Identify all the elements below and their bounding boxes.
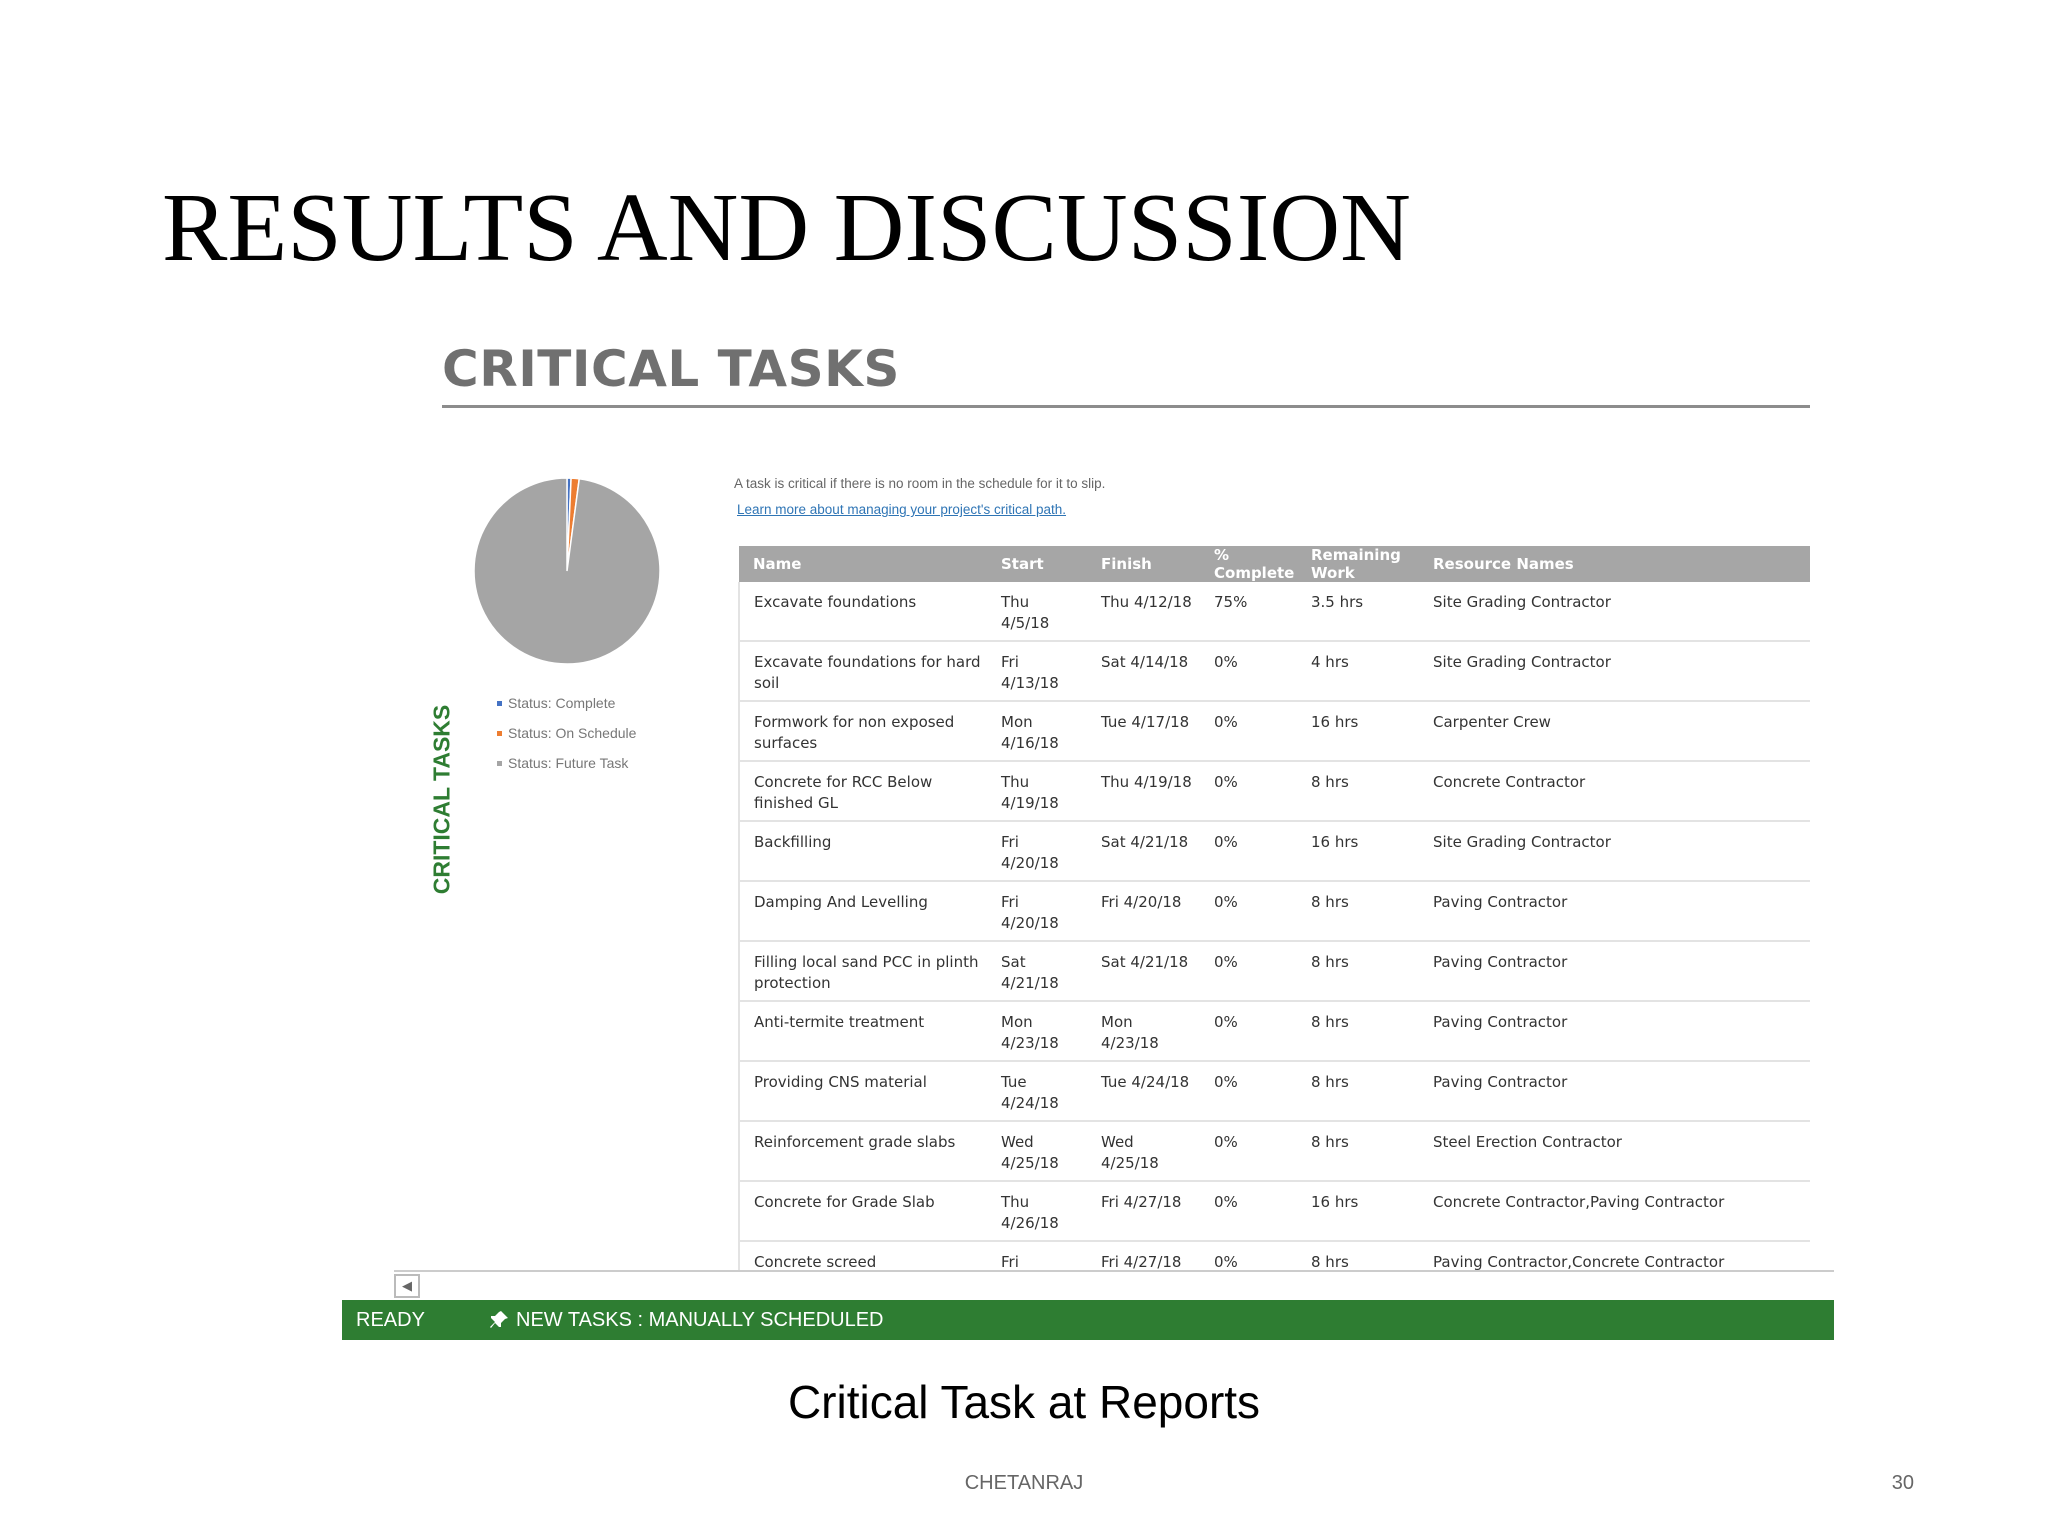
table-row[interactable] [739,1061,1810,1121]
cell-percent-complete: 0% [1200,1241,1297,1270]
cell-resource-names: Concrete Contractor,Paving Contractor [1419,1181,1810,1241]
column-header-start[interactable]: Start [987,546,1087,582]
cell-resource-names: Paving Contractor [1419,1001,1810,1061]
cell-percent-complete: 0% [1200,941,1297,1001]
cell-finish-date: Sat 4/21/18 [1087,941,1200,1001]
cell-start-date: Mon 4/16/18 [987,701,1087,761]
pie-legend [497,688,636,778]
status-ready: READY [356,1308,425,1331]
cell-remaining-work: 16 hrs [1297,1181,1419,1241]
column-header-finish[interactable]: Finish [1087,546,1200,582]
table-row[interactable] [739,1001,1810,1061]
cell-start-date: Thu 4/26/18 [987,1181,1087,1241]
cell-finish-date: Wed 4/25/18 [1087,1121,1200,1181]
status-bar [342,1300,1834,1340]
cell-task-name: Damping And Levelling [739,881,987,941]
table-row[interactable] [739,1121,1810,1181]
table-row[interactable] [739,1181,1810,1241]
cell-finish-date: Sat 4/14/18 [1087,641,1200,701]
new-tasks-mode[interactable] [488,1309,884,1332]
legend-item [497,688,636,718]
cell-percent-complete: 0% [1200,881,1297,941]
cell-start-date: Tue 4/24/18 [987,1061,1087,1121]
cell-finish-date: Fri 4/20/18 [1087,881,1200,941]
legend-swatch [497,701,502,706]
footer-author: CHETANRAJ [964,1472,1084,1494]
cell-finish-date: Fri 4/27/18 [1087,1241,1200,1270]
cell-percent-complete: 0% [1200,641,1297,701]
cell-percent-complete: 0% [1200,701,1297,761]
legend-swatch [497,731,502,736]
new-tasks-label: NEW TASKS : MANUALLY SCHEDULED [516,1308,884,1331]
table-row[interactable] [739,821,1810,881]
learn-more-link[interactable]: Learn more about managing your project's critical path. [737,502,1067,517]
cell-task-name: Filling local sand PCC in plinth protection [739,941,987,1001]
cell-task-name: Excavate foundations for hard soil [739,641,987,701]
cell-start-date: Fri 4/20/18 [987,821,1087,881]
cell-finish-date: Thu 4/19/18 [1087,761,1200,821]
cell-task-name: Anti-termite treatment [739,1001,987,1061]
cell-percent-complete: 0% [1200,1001,1297,1061]
cell-start-date: Fri [987,1241,1087,1270]
horizontal-scrollbar[interactable] [394,1270,1834,1300]
table-row[interactable] [739,941,1810,1001]
cell-percent-complete: 0% [1200,1181,1297,1241]
table-row[interactable] [739,1241,1810,1270]
figure-caption: Critical Task at Reports [787,1376,1261,1428]
cell-remaining-work: 16 hrs [1297,821,1419,881]
critical-tasks-table [738,546,1810,1270]
cell-task-name: Concrete for Grade Slab [739,1181,987,1241]
page-number: 30 [1891,1472,1914,1494]
cell-start-date: Thu 4/5/18 [987,582,1087,641]
cell-percent-complete: 0% [1200,821,1297,881]
report-screenshot [342,320,1834,1340]
cell-remaining-work: 16 hrs [1297,701,1419,761]
pie-slice-2 [474,478,660,664]
cell-resource-names: Site Grading Contractor [1419,582,1810,641]
legend-label: Status: Complete [508,695,616,711]
side-label: CRITICAL TASKS [428,704,455,895]
cell-task-name: Backfilling [739,821,987,881]
legend-item [497,748,636,778]
table-row[interactable] [739,582,1810,641]
cell-start-date: Wed 4/25/18 [987,1121,1087,1181]
cell-percent-complete: 0% [1200,1061,1297,1121]
cell-task-name: Concrete for RCC Below finished GL [739,761,987,821]
table-row[interactable] [739,701,1810,761]
legend-swatch [497,761,502,766]
report-title: CRITICAL TASKS [442,340,900,398]
cell-remaining-work: 8 hrs [1297,1061,1419,1121]
cell-percent-complete: 75% [1200,582,1297,641]
cell-task-name: Concrete screed [739,1241,987,1270]
cell-finish-date: Thu 4/12/18 [1087,582,1200,641]
cell-resource-names: Site Grading Contractor [1419,641,1810,701]
cell-start-date: Mon 4/23/18 [987,1001,1087,1061]
cell-start-date: Sat 4/21/18 [987,941,1087,1001]
cell-remaining-work: 4 hrs [1297,641,1419,701]
cell-task-name: Excavate foundations [739,582,987,641]
legend-label: Status: Future Task [508,755,629,771]
cell-remaining-work: 8 hrs [1297,881,1419,941]
column-header-resource-names[interactable]: Resource Names [1419,546,1810,582]
column-header-percent-complete[interactable]: % Complete [1200,546,1297,582]
cell-task-name: Formwork for non exposed surfaces [739,701,987,761]
cell-remaining-work: 8 hrs [1297,941,1419,1001]
cell-percent-complete: 0% [1200,1121,1297,1181]
cell-resource-names: Site Grading Contractor [1419,821,1810,881]
cell-resource-names: Paving Contractor,Concrete Contractor [1419,1241,1810,1270]
cell-start-date: Fri 4/20/18 [987,881,1087,941]
table-row[interactable] [739,881,1810,941]
table-header-row [739,546,1810,582]
column-header-remaining-work[interactable]: Remaining Work [1297,546,1419,582]
cell-task-name: Providing CNS material [739,1061,987,1121]
cell-remaining-work: 8 hrs [1297,1001,1419,1061]
cell-resource-names: Carpenter Crew [1419,701,1810,761]
cell-resource-names: Concrete Contractor [1419,761,1810,821]
legend-item [497,718,636,748]
column-header-name[interactable]: Name [739,546,987,582]
cell-start-date: Thu 4/19/18 [987,761,1087,821]
critical-description: A task is critical if there is no room in the schedule for it to slip. [734,476,1106,491]
status-pie-chart [472,476,662,666]
cell-resource-names: Paving Contractor [1419,1061,1810,1121]
cell-finish-date: Tue 4/17/18 [1087,701,1200,761]
cell-percent-complete: 0% [1200,761,1297,821]
cell-remaining-work: 3.5 hrs [1297,582,1419,641]
cell-remaining-work: 8 hrs [1297,1121,1419,1181]
cell-remaining-work: 8 hrs [1297,761,1419,821]
cell-remaining-work: 8 hrs [1297,1241,1419,1270]
pin-icon [488,1309,510,1331]
cell-finish-date: Mon 4/23/18 [1087,1001,1200,1061]
slide-title: RESULTS AND DISCUSSION [162,174,1411,282]
cell-resource-names: Steel Erection Contractor [1419,1121,1810,1181]
report-title-rule [442,405,1810,408]
table-row[interactable] [739,641,1810,701]
critical-tasks-table-container[interactable] [738,546,1810,1270]
scroll-left-arrow-icon[interactable]: ◀ [394,1274,420,1298]
cell-finish-date: Sat 4/21/18 [1087,821,1200,881]
cell-resource-names: Paving Contractor [1419,941,1810,1001]
cell-finish-date: Tue 4/24/18 [1087,1061,1200,1121]
cell-resource-names: Paving Contractor [1419,881,1810,941]
cell-finish-date: Fri 4/27/18 [1087,1181,1200,1241]
legend-label: Status: On Schedule [508,725,637,741]
table-row[interactable] [739,761,1810,821]
cell-start-date: Fri 4/13/18 [987,641,1087,701]
cell-task-name: Reinforcement grade slabs [739,1121,987,1181]
